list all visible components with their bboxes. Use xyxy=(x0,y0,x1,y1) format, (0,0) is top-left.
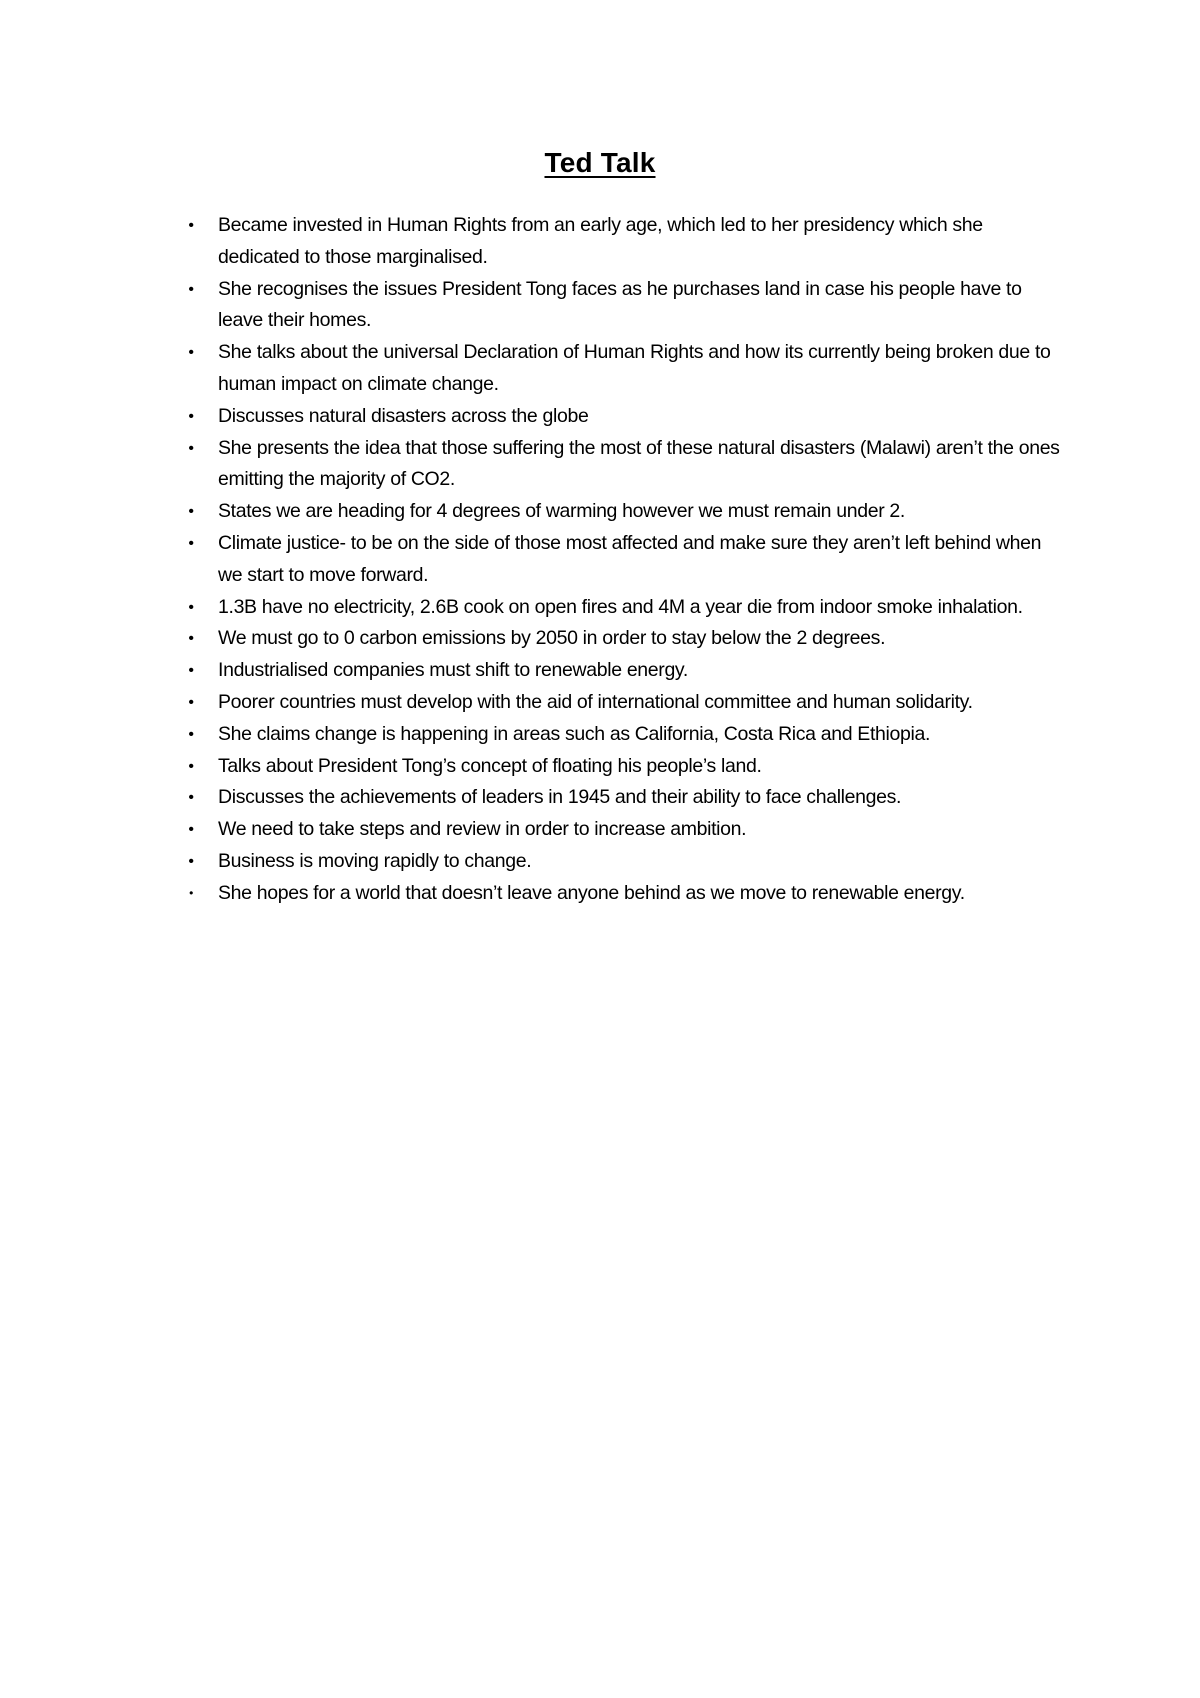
bullet-icon: • xyxy=(188,407,194,425)
list-item xyxy=(184,496,1064,528)
bullet-icon: • xyxy=(188,503,194,521)
bullet-icon: • xyxy=(188,280,194,298)
bullet-icon: • xyxy=(188,534,194,552)
list-item xyxy=(184,878,1064,910)
list-item xyxy=(184,337,1064,401)
list-item-text: Climate justice- to be on the side of those most affected and make sure they aren’t left behind when we start to move forward. xyxy=(218,531,1042,586)
list-item-text: 1.3B have no electricity, 2.6B cook on open fires and 4M a year die from indoor smoke inhalation. xyxy=(218,595,1023,618)
list-item xyxy=(184,751,1064,783)
list-item-text: Became invested in Human Rights from an early age, which led to her presidency which she dedicated to those marginalised. xyxy=(218,214,983,268)
list-item xyxy=(184,719,1064,751)
bullet-icon: • xyxy=(188,725,194,743)
list-item-text: She talks about the universal Declaration of Human Rights and how its currently being broken due to human impact on climate change. xyxy=(218,341,1051,395)
list-item-text: States we are heading for 4 degrees of warming however we must remain under 2. xyxy=(218,500,905,523)
bullet-icon: • xyxy=(188,852,194,870)
bullet-icon: • xyxy=(188,789,194,807)
list-item xyxy=(184,846,1064,878)
bullet-icon: • xyxy=(188,217,194,234)
bullet-icon: • xyxy=(188,821,194,839)
bullet-icon: • xyxy=(189,885,193,900)
list-item xyxy=(184,782,1064,814)
bullet-icon: • xyxy=(188,662,194,680)
list-item-text: She hopes for a world that doesn’t leave anyone behind as we move to renewable energy. xyxy=(218,881,965,904)
list-item-text: She recognises the issues President Tong faces as he purchases land in case his people have to leave their homes. xyxy=(218,277,1022,332)
list-item-text: Talks about President Tong’s concept of floating his people’s land. xyxy=(218,754,762,777)
list-item-text: She claims change is happening in areas such as California, Costa Rica and Ethiopia. xyxy=(218,722,931,745)
list-item xyxy=(184,623,1064,655)
list-item-text: She presents the idea that those suffering the most of these natural disasters (Malawi) aren’t the ones emitting the majority of CO2. xyxy=(218,436,1060,491)
list-item xyxy=(184,814,1064,846)
list-item xyxy=(184,210,1064,274)
list-item-text: We need to take steps and review in order to increase ambition. xyxy=(218,818,747,841)
bullet-icon: • xyxy=(188,344,194,362)
bullet-icon: • xyxy=(188,693,194,711)
bullet-icon: • xyxy=(188,757,194,775)
list-item-text: Industrialised companies must shift to renewable energy. xyxy=(218,659,688,682)
list-item xyxy=(184,592,1064,624)
list-item xyxy=(184,528,1064,592)
list-item-text: Poorer countries must develop with the aid of international committee and human solidarity. xyxy=(218,690,973,713)
list-item-text: Discusses natural disasters across the globe xyxy=(218,404,589,427)
bullet-icon: • xyxy=(188,630,194,648)
list-item-text: We must go to 0 carbon emissions by 2050 in order to stay below the 2 degrees. xyxy=(218,627,886,650)
list-item xyxy=(184,655,1064,687)
list-item xyxy=(184,433,1064,497)
page-title: Ted Talk xyxy=(544,147,656,178)
list-item-text: Discusses the achievements of leaders in 1945 and their ability to face challenges. xyxy=(218,786,902,809)
list-item-text: Business is moving rapidly to change. xyxy=(218,849,532,872)
notes-list xyxy=(184,210,1064,910)
list-item xyxy=(184,274,1064,338)
bullet-icon: • xyxy=(188,439,194,457)
list-item xyxy=(184,687,1064,719)
bullet-icon: • xyxy=(188,598,194,616)
list-item xyxy=(184,401,1064,433)
